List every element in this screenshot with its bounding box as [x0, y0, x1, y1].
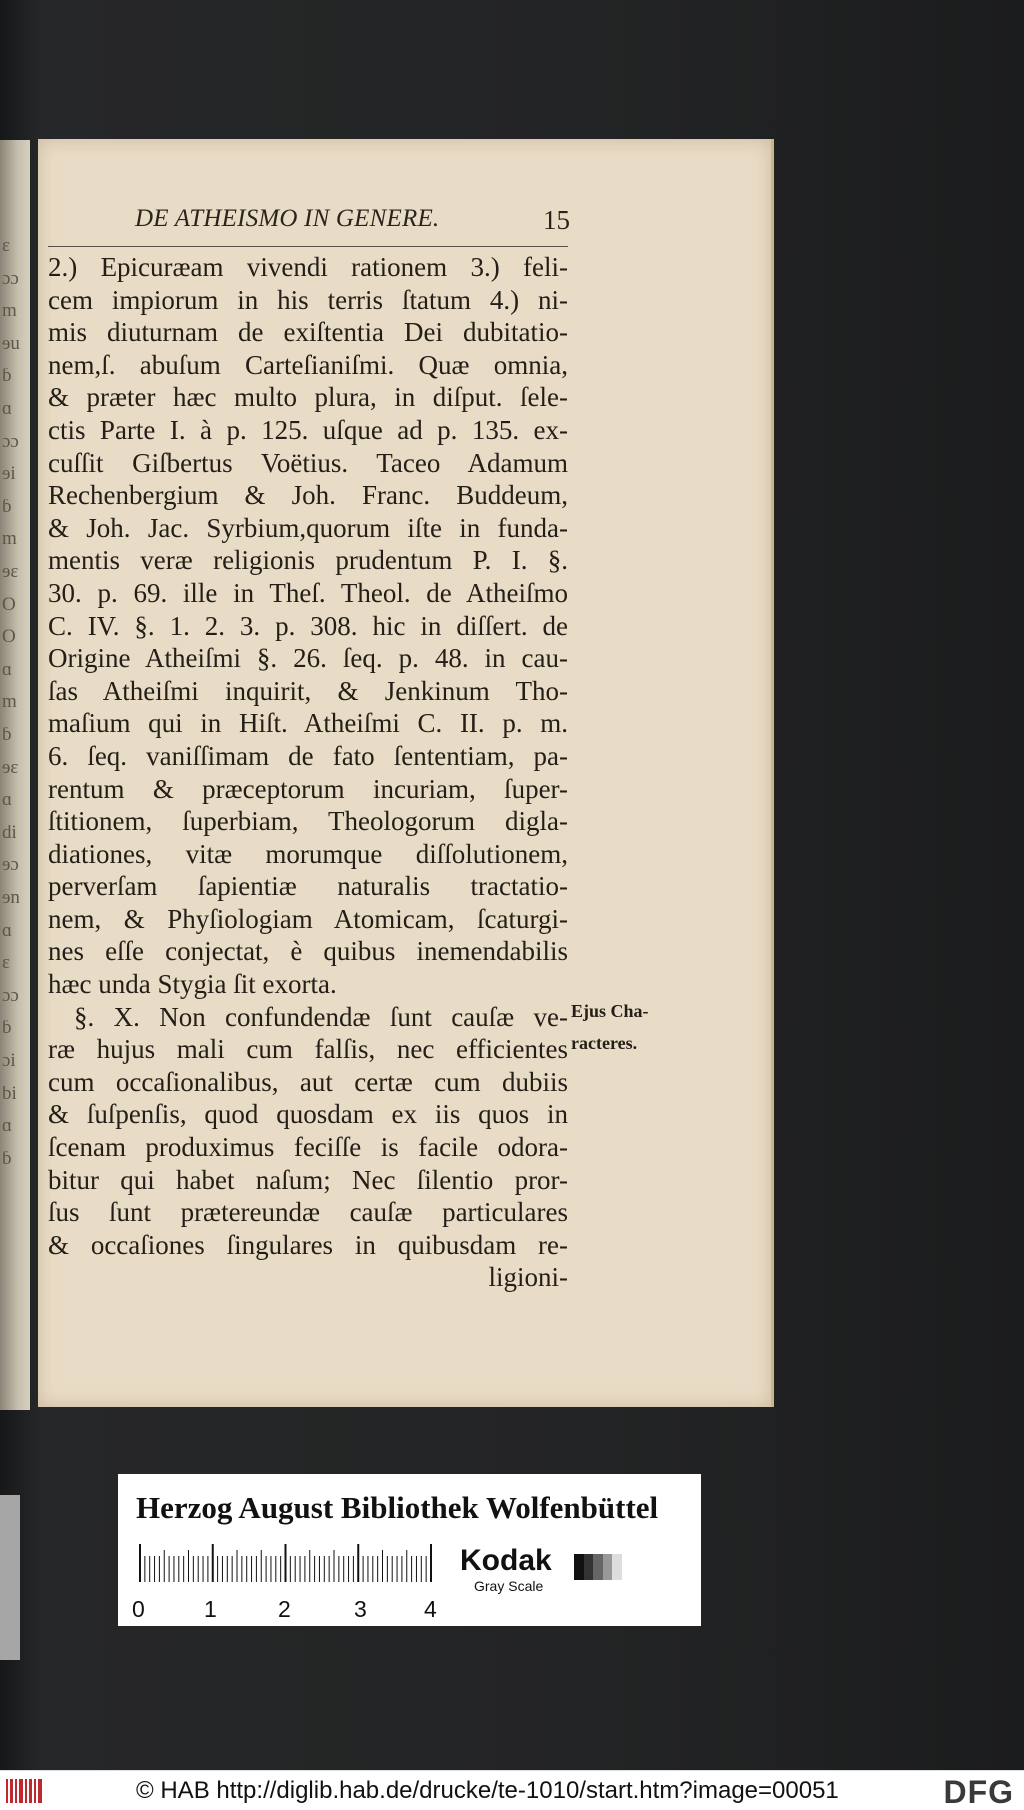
text-line: 6. ſeq. vaniſſimam de fato ſententiam, pa-: [48, 740, 568, 771]
text-line: & ſuſpenſis, quod quosdam ex iis quos in: [48, 1099, 568, 1130]
page-number: 15: [543, 205, 570, 235]
text-line: diationes, vitæ morumque diſſolutionem,: [48, 838, 568, 869]
kodak-logo: Kodak: [460, 1544, 552, 1577]
text-line: Rechenbergium & Joh. Franc. Buddeum,: [48, 480, 568, 511]
facing-page-fragment: ɘn: [2, 890, 20, 906]
source-url: © HAB http://diglib.hab.de/drucke/te-1010/start.htm?image=00051: [136, 1777, 839, 1804]
text-line: Origine Atheiſmi §. 26. ſeq. p. 48. in cau-: [48, 643, 568, 674]
body-text: [48, 251, 568, 1294]
facing-page-fragment: ɘu: [2, 335, 20, 352]
facing-page-fragment: ɔɔ: [2, 270, 19, 287]
facing-page-fragment: m: [2, 694, 17, 711]
ruler-number: 3: [354, 1596, 367, 1622]
text-line: hæc unda Stygia ſit exorta.: [48, 969, 337, 1000]
text-line: mentis veræ religionis prudentum P. I. §.: [48, 545, 568, 576]
gray-scale-label: Gray Scale: [474, 1578, 544, 1594]
ruler-number: 1: [204, 1596, 217, 1622]
scale-ruler: [138, 1544, 438, 1592]
running-head: [135, 205, 570, 241]
gray-scale-swatch: [574, 1554, 622, 1580]
text-line: mis diuturnam de exiſtentia Dei dubitatio-: [48, 317, 568, 348]
text-line: ctis Parte I. à p. 125. uſque ad p. 135. ex-: [48, 414, 568, 445]
library-name: Herzog August Bibliothek Wolfenbüttel: [136, 1490, 659, 1525]
text-line: ſcenam produximus feciſſe is facile odora-: [48, 1132, 568, 1163]
footer-bar: [0, 1770, 1024, 1810]
facing-page-fragment: ɔɔ: [2, 987, 19, 1004]
facing-page-edge: [0, 140, 30, 1410]
facing-page-fragment: ɘɔ: [2, 857, 19, 874]
facing-page-fragment: O: [2, 596, 16, 613]
ruler-number: 2: [278, 1596, 291, 1622]
text-line: 30. p. 69. ille in Theſ. Theol. de Atheiſmo: [48, 577, 568, 608]
facing-page-fragment: m: [2, 531, 17, 548]
margin-note-line: racteres.: [571, 1033, 638, 1053]
ruler-number: 0: [132, 1596, 145, 1622]
text-line: §. X. Non confundendæ ſunt cauſæ ve-: [74, 1001, 568, 1032]
facing-page-fragment: m: [2, 303, 17, 320]
text-line: ræ hujus mali cum falſis, nec efficientes: [48, 1034, 568, 1065]
facing-page-fragment: ɛ: [2, 238, 10, 254]
ruler-number: 4: [424, 1596, 437, 1622]
facing-page-fragment: bi: [2, 1085, 17, 1102]
facing-page-fragment: O: [2, 629, 16, 646]
text-line: ſtitionem, ſuperbiam, Theologorum digla-: [48, 806, 568, 837]
text-line: bitur qui habet naſum; Nec ſilentio pror-: [48, 1164, 568, 1195]
facing-page-sliver: [0, 1495, 20, 1660]
dfg-logo: DFG: [943, 1774, 1014, 1810]
text-line: cem impiorum in his terris ſtatum 4.) ni-: [48, 284, 568, 315]
facing-page-fragment: ɑ: [2, 792, 12, 809]
text-line: cuſſit Giſbertus Voëtius. Taceo Adamum: [48, 447, 568, 478]
facing-page-fragment: ɔɔ: [2, 433, 19, 450]
margin-note-line: Ejus Cha-: [571, 1001, 649, 1021]
facing-page-fragment: ɑ: [2, 922, 12, 939]
facing-page-fragment: ɓ: [2, 1020, 12, 1037]
facing-page-fragment: ɓ: [2, 1150, 12, 1167]
ruler-ticks-icon: [138, 1544, 438, 1584]
facing-page-fragment: ɘi: [2, 466, 16, 483]
text-line: 2.) Epicuræam vivendi rationem 3.) feli-: [48, 252, 568, 282]
facing-page-fragment: ɘɛ: [2, 759, 19, 776]
library-label-card: [118, 1474, 701, 1626]
text-line: & occaſiones ſingulares in quibusdam re-: [48, 1229, 568, 1260]
facing-page-fragment: ɑ: [2, 1118, 12, 1135]
facing-page-fragment: di: [2, 824, 17, 841]
facing-page-fragment: ɓ: [2, 498, 12, 515]
text-line: nem,ſ. abuſum Carteſianiſmi. Quæ omnia,: [48, 349, 568, 380]
facing-page-fragment: ɓ: [2, 727, 12, 743]
text-line: nem, & Phyſiologiam Atomicam, ſcaturgi-: [48, 903, 568, 934]
facing-page-fragment: ɓ: [2, 368, 12, 385]
text-line: cum occaſionalibus, aut certæ cum dubiis: [48, 1066, 568, 1097]
text-line: nes eſſe conjectat, è quibus inemendabilis: [48, 936, 568, 967]
facing-page-fragment: ɑ: [2, 401, 12, 417]
facing-page-fragment: ɑ: [2, 661, 12, 678]
text-line: rentum & præceptorum incuriam, ſuper-: [48, 773, 568, 804]
barcode-icon: [6, 1779, 46, 1803]
facing-page-fragment: ɛ: [2, 955, 10, 972]
text-line: ligioni-: [488, 1262, 568, 1293]
text-line: & Joh. Jac. Syrbium,quorum iſte in funda-: [48, 512, 568, 543]
running-title: DE ATHEISMO IN GENERE.: [135, 205, 440, 232]
text-line: & præter hæc multo plura, in diſput. ſele-: [48, 382, 568, 413]
facing-page-fragment: ɘɛ: [2, 564, 19, 580]
margin-note: [571, 995, 661, 1059]
text-line: ſas Atheiſmi inquirit, & Jenkinum Tho-: [48, 675, 568, 706]
text-line: perverſam ſapientiæ naturalis tractatio-: [48, 871, 568, 902]
text-line: ſus ſunt prætereundæ cauſæ particulares: [48, 1197, 568, 1228]
text-line: maſium qui in Hiſt. Atheiſmi C. II. p. m.: [48, 708, 568, 739]
head-rule: [48, 246, 568, 247]
text-line: C. IV. §. 1. 2. 3. p. 308. hic in diſſert. de: [48, 610, 568, 641]
facing-page-fragment: ɔi: [2, 1053, 16, 1069]
